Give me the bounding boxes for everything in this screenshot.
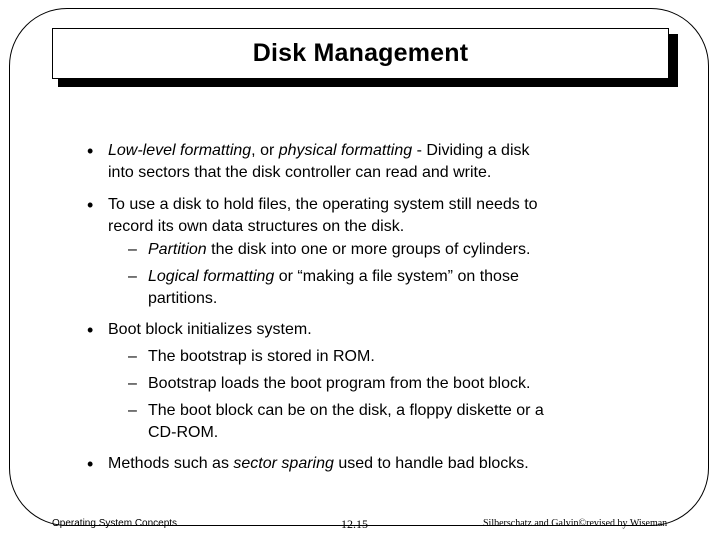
bullet-3-line-1: Boot block initializes system. [108, 321, 312, 338]
sub-bullet-2-2-marker: – [128, 268, 137, 285]
term-low-level-formatting: Low-level formatting [108, 142, 252, 159]
bullet-4-marker: • [87, 454, 94, 474]
sub-bullet-3-3-line-2: CD-ROM. [148, 424, 219, 441]
sub-bullet-3-2-marker: – [128, 375, 137, 392]
term-partition: Partition [148, 241, 207, 258]
bullet-1-line-1: Low-level formatting, or physical formatting - Dividing a disk [108, 142, 530, 159]
bullet-3-marker: • [87, 320, 94, 340]
bullet-2-line-2: record its own data structures on the disk. [108, 218, 405, 235]
sub-bullet-2-1: Partition the disk into one or more groups of cylinders. [148, 241, 531, 258]
bullet-2-marker: • [87, 195, 94, 215]
footer-page-number: 12.15 [341, 517, 368, 531]
bullet-4-line-1: Methods such as sector sparing used to handle bad blocks. [108, 455, 529, 472]
bullet-1-line-2: into sectors that the disk controller can read and write. [108, 164, 492, 181]
sub-bullet-2-2-line-2: partitions. [148, 290, 218, 307]
page-title: Disk Management [252, 39, 469, 67]
term-physical-formatting: physical formatting [278, 142, 413, 159]
term-sector-sparing: sector sparing [233, 455, 334, 472]
sub-bullet-2-1-marker: – [128, 241, 137, 258]
footer-course-title: Operating System Concepts [52, 518, 178, 529]
sub-bullet-3-1: The bootstrap is stored in ROM. [148, 348, 375, 365]
sub-bullet-3-2: Bootstrap loads the boot program from the boot block. [148, 375, 531, 392]
sub-bullet-3-3-line-1: The boot block can be on the disk, a floppy diskette or a [148, 402, 544, 419]
bullet-1-marker: • [87, 141, 94, 161]
bullet-2-line-1: To use a disk to hold files, the operating system still needs to [108, 196, 538, 213]
sub-bullet-3-1-marker: – [128, 348, 137, 365]
footer-authors: Silberschatz and Galvin©revised by Wiseman [483, 518, 668, 529]
sub-bullet-3-3-marker: – [128, 402, 137, 419]
sub-bullet-2-2-line-1: Logical formatting or “making a file system” on those [148, 268, 519, 285]
term-logical-formatting: Logical formatting [148, 268, 275, 285]
